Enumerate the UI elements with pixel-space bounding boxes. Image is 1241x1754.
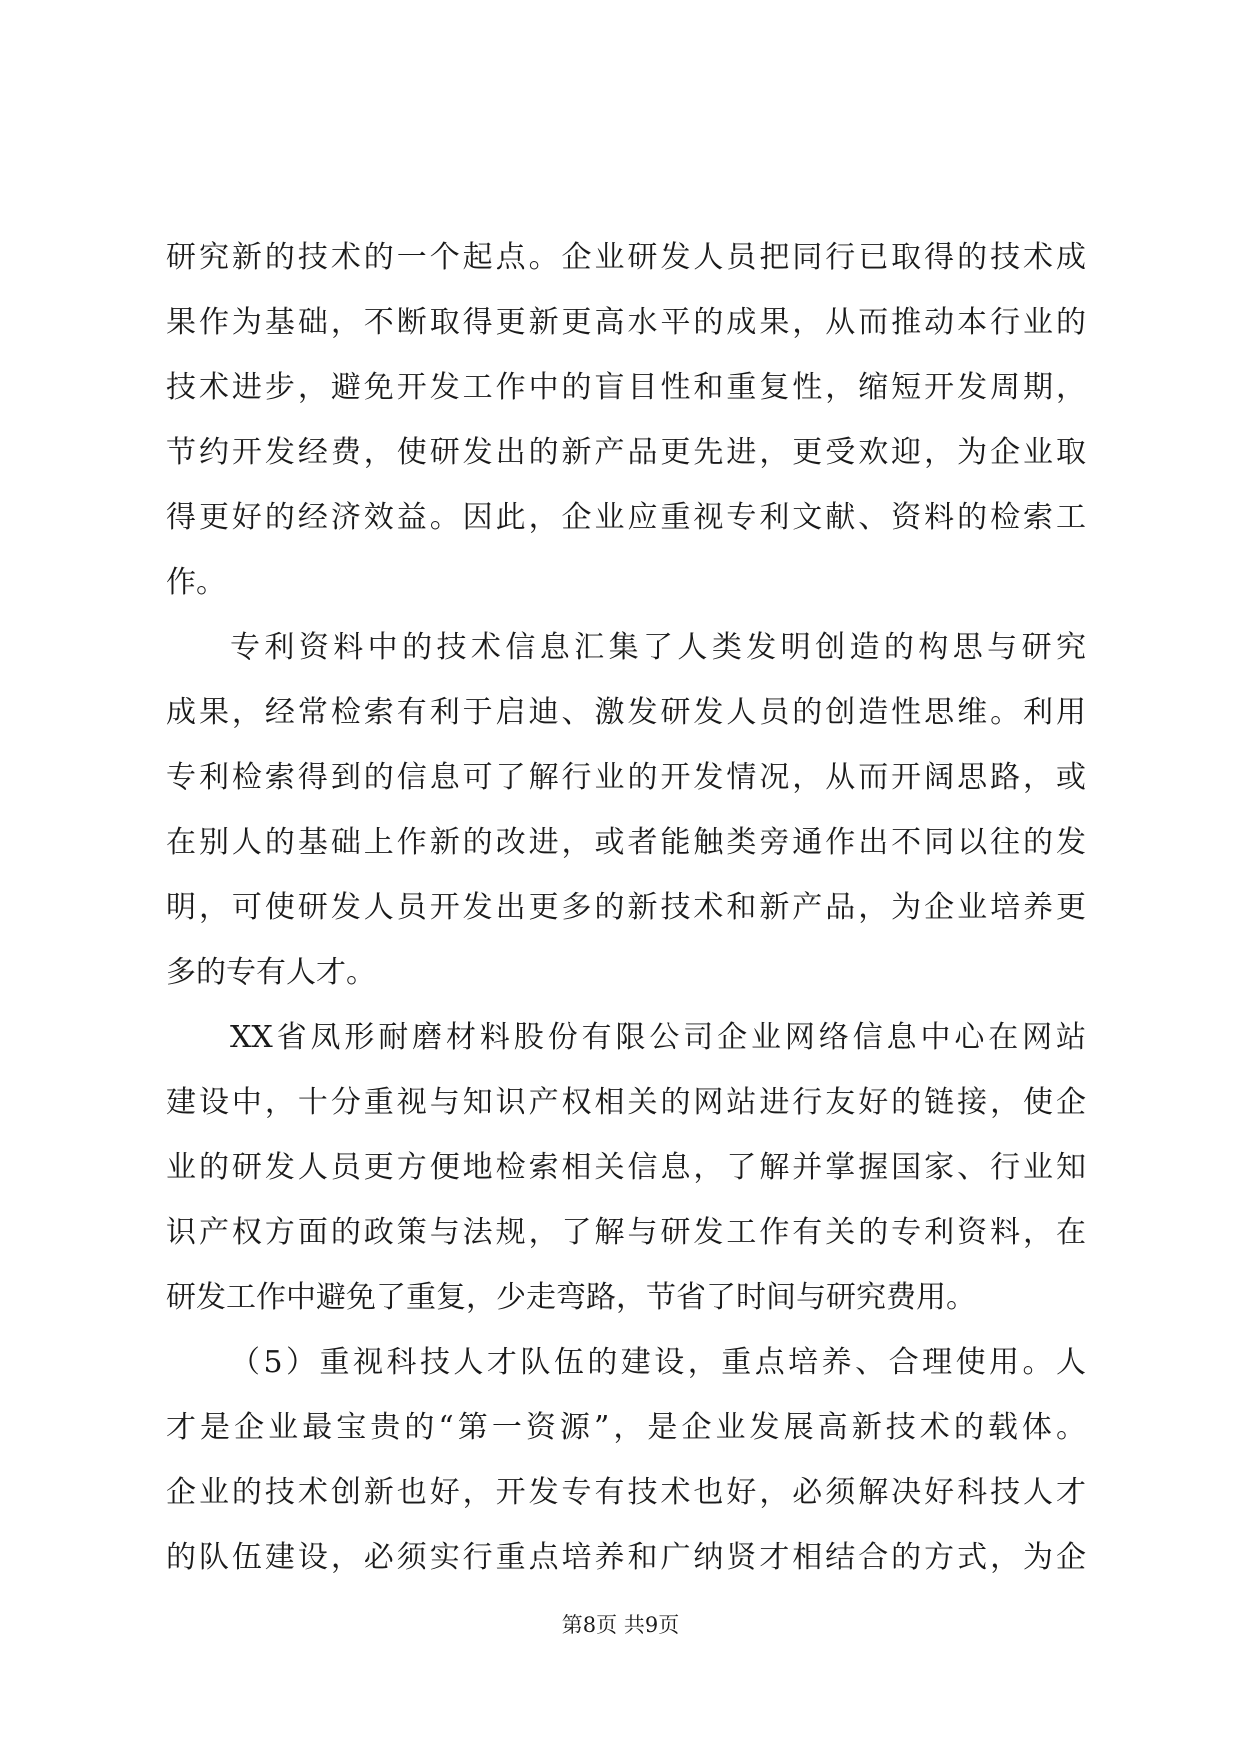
paragraph-1-line-6: 作。 <box>166 565 226 600</box>
paragraph-3-line-2: 建设中，十分重视与知识产权相关的网站进行友好的链接，使企 <box>166 1085 1086 1120</box>
paragraph-2-line-4: 在别人的基础上作新的改进，或者能触类旁通作出不同以往的发 <box>166 825 1086 860</box>
page-number-footer: 第8页 共9页 <box>561 1613 680 1637</box>
paragraph-4-line-1: （5）重视科技人才队伍的建设，重点培养、合理使用。人 <box>230 1345 1086 1380</box>
paragraph-2-line-5: 明，可使研发人员开发出更多的新技术和新产品，为企业培养更 <box>166 890 1086 925</box>
body-text <box>166 225 1086 1590</box>
paragraph-1-line-1: 研究新的技术的一个起点。企业研发人员把同行已取得的技术成 <box>166 240 1086 275</box>
paragraph-3-line-3: 业的研发人员更方便地检索相关信息，了解并掌握国家、行业知 <box>166 1150 1086 1185</box>
paragraph-2-line-3: 专利检索得到的信息可了解行业的开发情况，从而开阔思路，或 <box>166 760 1086 795</box>
paragraph-4-line-4: 的队伍建设，必须实行重点培养和广纳贤才相结合的方式，为企 <box>166 1540 1086 1575</box>
paragraph-4-line-3: 企业的技术创新也好，开发专有技术也好，必须解决好科技人才 <box>166 1475 1086 1510</box>
paragraph-1-line-4: 节约开发经费，使研发出的新产品更先进，更受欢迎，为企业取 <box>166 435 1086 470</box>
paragraph-2-line-2: 成果，经常检索有利于启迪、激发研发人员的创造性思维。利用 <box>166 695 1086 730</box>
paragraph-1-line-2: 果作为基础，不断取得更新更高水平的成果，从而推动本行业的 <box>166 305 1086 340</box>
paragraph-4-line-2: 才是企业最宝贵的“第一资源”，是企业发展高新技术的载体。 <box>166 1410 1086 1445</box>
paragraph-1-line-5: 得更好的经济效益。因此，企业应重视专利文献、资料的检索工 <box>166 500 1086 535</box>
paragraph-2-line-1: 专利资料中的技术信息汇集了人类发明创造的构思与研究 <box>230 630 1086 665</box>
paragraph-3-line-5: 研发工作中避免了重复，少走弯路，节省了时间与研究费用。 <box>166 1280 976 1315</box>
paragraph-2-line-6: 多的专有人才。 <box>166 955 376 990</box>
paragraph-3-line-4: 识产权方面的政策与法规，了解与研发工作有关的专利资料，在 <box>166 1215 1086 1250</box>
paragraph-3-line-1: XX省凤形耐磨材料股份有限公司企业网络信息中心在网站 <box>230 1020 1086 1055</box>
paragraph-1-line-3: 技术进步，避免开发工作中的盲目性和重复性，缩短开发周期， <box>166 370 1086 405</box>
